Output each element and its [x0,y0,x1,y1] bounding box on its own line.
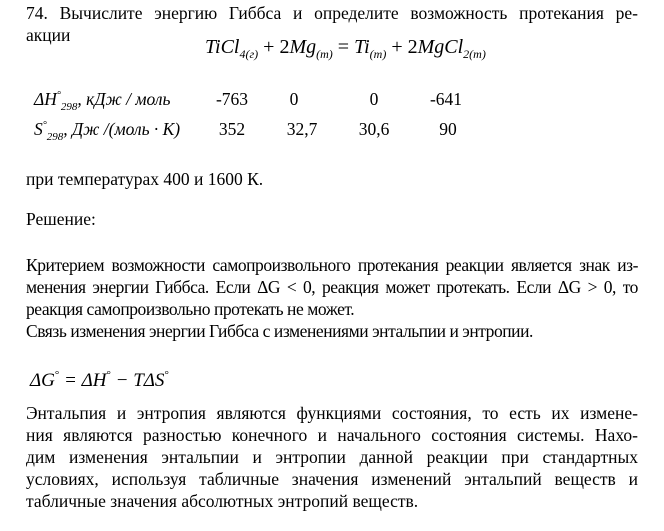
criterion-line-3: реакция самопроизвольно протекать не может. [26,299,355,319]
reactant-ticl4-state: 4(г) [239,47,259,61]
problem-line-2: акции [26,25,71,45]
entropy-degree: ° [42,120,47,131]
explanation-line-3: дим изменения энтальпии и энтропии данной реакции при стандартных [26,447,638,467]
entropy-value-ticl4: 352 [218,119,246,139]
formula-delta-g: ΔG [30,370,55,391]
formula-degree-1: ° [54,369,60,381]
reactant-mg: Mg [289,36,317,58]
solution-heading: Решение: [26,209,96,229]
entropy-label [34,118,181,143]
entropy-symbol: S [34,119,43,139]
product-ti-state: (т) [369,47,387,61]
entropy-value-mg: 32,7 [286,119,318,139]
problem-line-1: 74. Вычислите энергию Гиббса и определите возможность протекания ре- [26,3,638,23]
reaction-equation [205,36,486,61]
explanation-line-4: условиях, используя табличные значения изменений энтальпий веществ и [26,469,638,489]
criterion-line-2: менения энергии Гиббса. Если ΔG < 0, реакция может протекать. Если ΔG > 0, то [26,277,638,297]
enthalpy-label [34,88,171,113]
explanation-line-1: Энтальпия и энтропия являются функциями состояния, то есть их измене- [26,403,638,423]
enthalpy-unit: , кДж / моль [77,89,171,109]
criterion-line-4: Связь изменения энергии Гиббса с изменениями энтальпии и энтропии. [26,321,533,341]
enthalpy-value-mg: 0 [289,89,299,109]
plus-sign-1: + 2 [258,36,290,58]
table-row-entropy [26,118,638,144]
product-ti: Ti [354,36,370,58]
entropy-value-ti: 30,6 [358,119,390,139]
temperatures-text: при температурах 400 и 1600 К. [26,169,264,189]
reactant-ticl4: TiCl [205,36,240,58]
criterion-line-1: Критерием возможности самопроизвольного протекания реакции является знак из- [26,255,638,275]
enthalpy-value-ticl4: -763 [215,89,249,109]
entropy-value-mgcl2: 90 [439,119,457,139]
enthalpy-symbol: ΔH [34,89,57,109]
formula-delta-h: = ΔH [59,370,107,391]
explanation-line-2: ния являются разностью конечного и начального состояния системы. Нахо- [26,425,638,445]
table-row-enthalpy [26,88,638,114]
entropy-unit: , Дж /(моль · К) [63,119,181,139]
product-mgcl2-state: 2(т) [463,47,486,61]
formula-degree-2: ° [106,369,111,381]
formula-t-delta-s: − TΔS [110,370,165,391]
enthalpy-temperature: 298 [60,101,78,113]
enthalpy-value-mgcl2: -641 [429,89,463,109]
enthalpy-degree: ° [56,90,61,101]
plus-sign-2: + 2 [386,36,418,58]
product-mgcl2: MgCl [417,36,464,58]
formula-degree-3: ° [164,369,169,381]
gibbs-formula [30,370,169,392]
enthalpy-value-ti: 0 [369,89,379,109]
entropy-temperature: 298 [46,131,64,143]
explanation-line-5: табличные значения абсолютных энтропий веществ. [26,491,419,511]
equals-sign: = [332,36,355,58]
reactant-mg-state: (т) [316,47,333,61]
